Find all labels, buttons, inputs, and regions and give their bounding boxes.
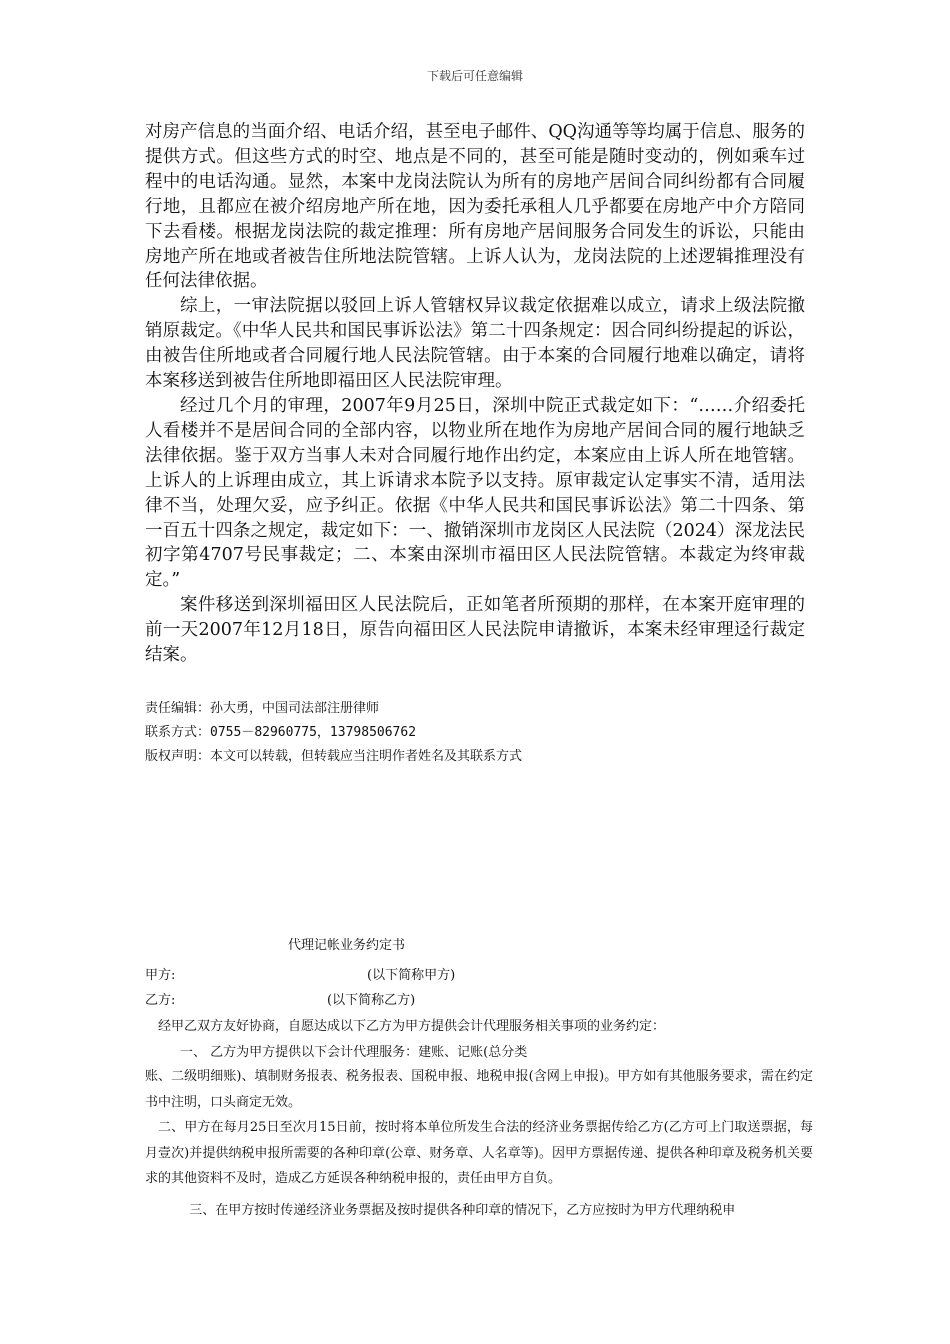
clause-1-heading: 一、 乙方为甲方提供以下会计代理服务：建账、记账(总分类 bbox=[180, 1045, 528, 1060]
contact-label: 联系方式： bbox=[145, 725, 211, 740]
article-paragraph: 案件移送到深圳福田区人民法院后，正如笔者所预期的那样，在本案开庭审理的前一天2007年12月18日，原告向福田区人民法院申请撤诉，本案未经审理迳行裁定结案。 bbox=[145, 595, 805, 666]
party-a-label: 甲方: bbox=[145, 968, 176, 983]
contact-line bbox=[145, 721, 805, 745]
party-b-label: 乙方: bbox=[145, 993, 176, 1008]
article-meta bbox=[145, 697, 805, 769]
article-paragraph: 对房产信息的当面介绍、电话介绍，甚至电子邮件、QQ沟通等等均属于信息、服务的提供方式。但这些方式的时空、地点是不同的，甚至可能是随时变动的，例如乘车过程中的电话沟通。显然，本案中龙岗法院认为所有的房地产居间合同纠纷都有合同履行地，且都应在被介绍房地产所在地，因为委托承租人几乎都要在房地产中介方陪同下去看楼。根据龙岗法院的裁定推理：所有房地产居间服务合同发生的诉讼，只能由房地产所在地或者被告住所地法院管辖。上诉人认为，龙岗法院的上述逻辑推理没有任何法律依据。 bbox=[145, 122, 805, 292]
contact-value: 0755－82960775，13798506762 bbox=[210, 725, 417, 740]
clause-2: 二、甲方在每月25日至次月15日前，按时将本单位所发生合法的经济业务票据传给乙方(乙方可上门取送票据，每月壹次)并提供纳税申报所需要的各种印章(公章、财务章、人名章等)。因甲方票据传递、提供各种印章及税务机关要求的其他资料不及时，造成乙方延误各种纳税申报的，责任由甲方自负。 bbox=[145, 1120, 813, 1186]
agreement-intro: 经甲乙双方友好协商，自愿达成以下乙方为甲方提供会计代理服务相关事项的业务约定： bbox=[158, 1019, 666, 1034]
page-header: 下载后可任意编辑 bbox=[426, 69, 523, 83]
article-body bbox=[145, 120, 805, 668]
article-paragraph: 综上，一审法院据以驳回上诉人管辖权异议裁定依据难以成立，请求上级法院撤销原裁定。《中华人民共和国民事诉讼法》第二十四条规定：因合同纠纷提起的诉讼，由被告住所地或者合同履行地人民法院管辖。由于本案的合同履行地难以确定，请将本案移送到被告住所地即福田区人民法院审理。 bbox=[145, 296, 805, 392]
clause-1-body: 账、二级明细账)、填制财务报表、税务报表、国税申报、地税申报(含网上申报)。甲方如有其他服务要求，需在约定书中注明，口头商定无效。 bbox=[145, 1069, 813, 1110]
agreement-clauses bbox=[145, 1064, 813, 1223]
editor-line: 责任编辑：孙大勇，中国司法部注册律师 bbox=[145, 701, 380, 716]
clause-3: 三、在甲方按时传递经济业务票据及按时提供各种印章的情况下，乙方应按时为甲方代理纳税申 bbox=[189, 1202, 736, 1218]
article-paragraph: 经过几个月的审理，2007年9月25日，深圳中院正式裁定如下：“……介绍委托人看楼并不是居间合同的全部内容，以物业所在地作为房地产居间合同的履行地缺乏法律依据。鉴于双方当事人未对合同履行地作出约定，本案应由上诉人所在地管辖。上诉人的上诉理由成立，其上诉请求本院予以支持。原审裁定认定事实不清，适用法律不当，处理欠妥，应予纠正。依据《中华人民共和国民事诉讼法》第二十四条、第一百五十四条之规定，裁定如下：一、撤销深圳市龙岗区人民法院（2024）深龙法民初字第4707号民事裁定；二、本案由深圳市福田区人民法院管辖。本裁定为终审裁定。” bbox=[145, 395, 805, 591]
agreement-title: 代理记帐业务约定书 bbox=[288, 938, 406, 953]
copyright-line: 版权声明：本文可以转载，但转载应当注明作者姓名及其联系方式 bbox=[145, 749, 523, 764]
party-a-note: (以下简称甲方) bbox=[367, 968, 456, 983]
party-b-note: (以下简称乙方) bbox=[327, 993, 416, 1008]
